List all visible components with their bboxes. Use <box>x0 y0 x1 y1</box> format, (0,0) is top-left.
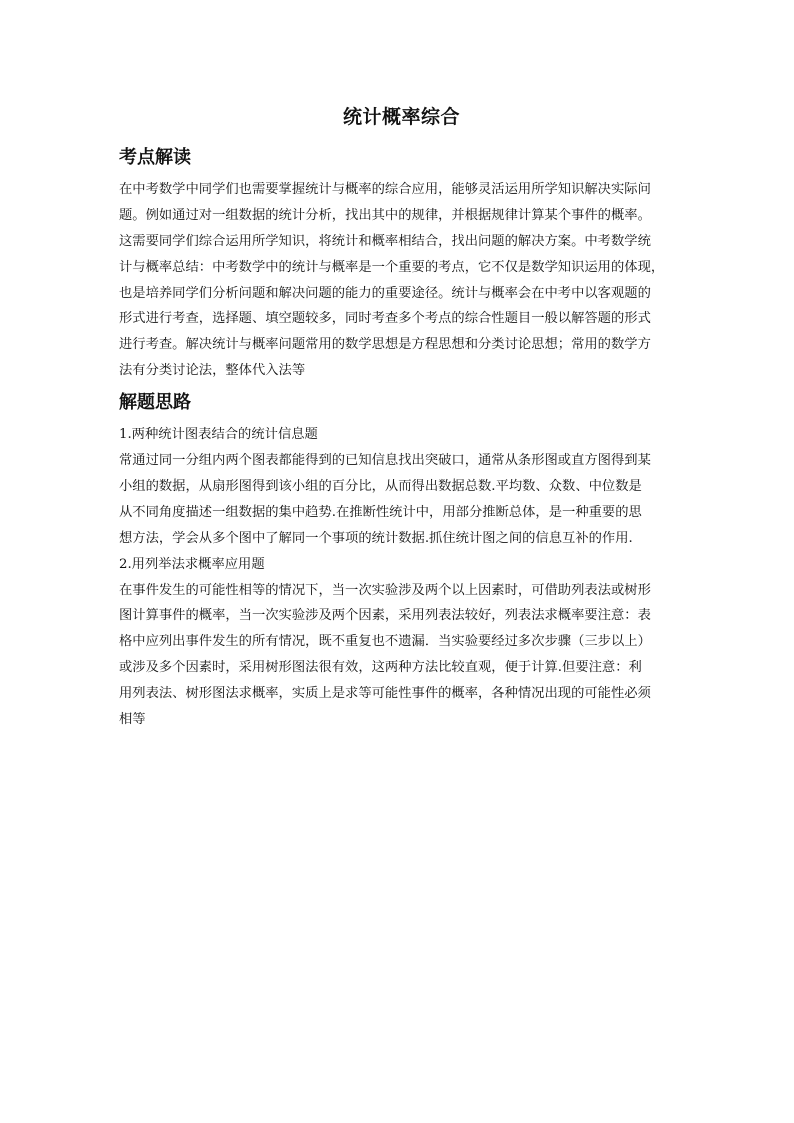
paragraph-line: 从不同角度描述一组数据的集中趋势.在推断性统计中，用部分推断总体，是一种重要的思 <box>119 504 642 520</box>
paragraph-line: 常通过同一分组内两个图表都能得到的已知信息找出突破口，通常从条形图或直方图得到某 <box>119 453 651 469</box>
paragraph-line: 小组的数据，从扇形图得到该小组的百分比，从而得出数据总数.平均数、众数、中位数是 <box>119 478 642 494</box>
paragraph-line: 格中应列出事件发生的所有情况，既不重复也不遗漏．当实验要经过多次步骤（三步以上） <box>119 634 651 650</box>
subsection-paragraph-enumeration-probability <box>119 578 684 733</box>
subsection-paragraph-chart-info <box>119 448 684 552</box>
paragraph-line: 用列表法、树形图法求概率，实质上是求等可能性事件的概率，各种情况出现的可能性必须 <box>119 686 651 702</box>
paragraph-line: 在事件发生的可能性相等的情况下，当一次实验涉及两个以上因素时，可借助列表法或树形 <box>119 582 651 598</box>
paragraph-line: 形式进行考查，选择题、填空题较多，同时考查多个考点的综合性题目一般以解答题的形式 <box>119 311 651 327</box>
paragraph-line: 想方法，学会从多个图中了解同一个事项的统计数据.抓住统计图之间的信息互补的作用. <box>119 530 633 546</box>
section-paragraph-exam-points <box>119 177 684 384</box>
paragraph-line: 图计算事件的概率，当一次实验涉及两个因素，采用列表法较好，列表法求概率要注意：表 <box>119 608 651 624</box>
paragraph-line: 题。例如通过对一组数据的统计分析，找出其中的规律，并根据规律计算某个事件的概率。 <box>119 207 651 223</box>
paragraph-line: 计与概率总结：中考数学中的统计与概率是一个重要的考点，它不仅是数学知识运用的体现， <box>119 259 665 275</box>
paragraph-line: 这需要同学们综合运用所学知识，将统计和概率相结合，找出问题的解决方案。中考数学统 <box>119 233 651 249</box>
paragraph-line: 也是培养同学们分析问题和解决问题的能力的重要途径。统计与概率会在中考中以客观题的 <box>119 285 651 301</box>
paragraph-line: 在中考数学中同学们也需要掌握统计与概率的综合应用，能够灵活运用所学知识解决实际问 <box>119 182 651 197</box>
paragraph-line: 进行考查。解决统计与概率问题常用的数学思想是方程思想和分类讨论思想；常用的数学方 <box>119 337 651 353</box>
subsection-heading-chart-info: 1.两种统计图表结合的统计信息题 <box>119 427 318 443</box>
paragraph-line: 法有分类讨论法，整体代入法等 <box>119 363 306 379</box>
page-title: 统计概率综合 <box>342 106 460 128</box>
section-heading-solution-approach: 解题思路 <box>119 392 191 414</box>
paragraph-line: 或涉及多个因素时，采用树形图法很有效，这两种方法比较直观，便于计算.但要注意：利 <box>119 660 642 676</box>
section-heading-exam-points: 考点解读 <box>119 147 191 168</box>
subsection-heading-enumeration-probability: 2.用列举法求概率应用题 <box>119 556 265 572</box>
paragraph-line: 相等 <box>119 711 146 727</box>
